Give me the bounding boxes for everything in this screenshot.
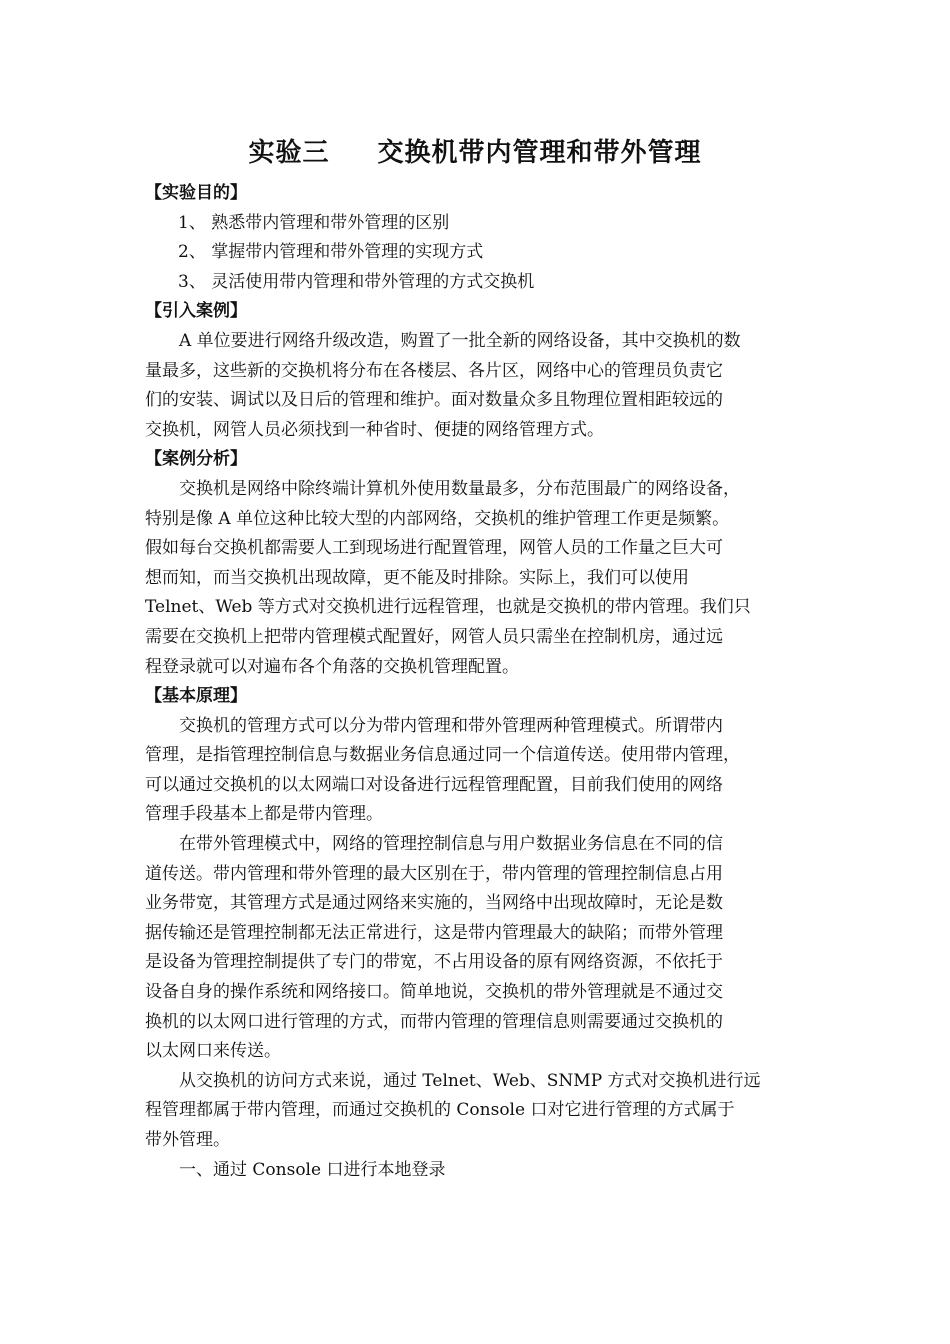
text-line: 从交换机的访问方式来说，通过 Telnet、Web、SNMP 方式对交换机进行远	[179, 1070, 761, 1091]
text-line: 特别是像 A 单位这种比较大型的内部网络，交换机的维护管理工作更是频繁。	[145, 508, 730, 529]
text-line: 在带外管理模式中，网络的管理控制信息与用户数据业务信息在不同的信	[179, 834, 723, 855]
text-line: 一、通过 Console 口进行本地登录	[179, 1159, 446, 1180]
analysis-paragraph	[145, 475, 813, 682]
text-line: Telnet、Web 等方式对交换机进行远程管理，也就是交换机的带内管理。我们只	[145, 597, 751, 618]
purpose-item: 1、 熟悉带内管理和带外管理的区别	[178, 212, 450, 233]
section-heading-principle: 【基本原理】	[145, 686, 247, 707]
text-line: 带外管理。	[145, 1130, 230, 1150]
title-part1: 实验三	[248, 138, 330, 168]
principle-paragraph-2	[145, 830, 813, 1067]
text-line: 假如每台交换机都需要人工到现场进行配置管理，网管人员的工作量之巨大可	[145, 538, 723, 559]
text-line: A 单位要进行网络升级改造，购置了一批全新的网络设备，其中交换机的数	[179, 330, 741, 351]
text-line: 据传输还是管理控制都无法正常进行，这是带内管理最大的缺陷；而带外管理	[145, 922, 723, 943]
text-line: 量最多，这些新的交换机将分布在各楼层、各片区，网络中心的管理员负责它	[145, 360, 723, 381]
text-line: 是设备为管理控制提供了专门的带宽，不占用设备的原有网络资源，不依托于	[145, 952, 723, 973]
text-line: 以太网口来传送。	[145, 1041, 281, 1062]
text-line: 换机的以太网口进行管理的方式，而带内管理的管理信息则需要通过交换机的	[145, 1011, 723, 1032]
section-heading-case: 【引入案例】	[145, 301, 247, 322]
purpose-item: 2、 掌握带内管理和带外管理的实现方式	[178, 242, 484, 263]
text-line: 设备自身的操作系统和网络接口。简单地说，交换机的带外管理就是不通过交	[145, 982, 723, 1003]
text-line: 管理，是指管理控制信息与数据业务信息通过同一个信道传送。使用带内管理，	[145, 745, 740, 766]
text-line: 程登录就可以对遍布各个角落的交换机管理配置。	[145, 656, 519, 677]
document-title	[0, 132, 950, 169]
text-line: 们的安装、调试以及日后的管理和维护。面对数量众多且物理位置相距较远的	[145, 390, 723, 411]
text-line: 道传送。带内管理和带外管理的最大区别在于，带内管理的管理控制信息占用	[145, 863, 723, 884]
text-line: 交换机是网络中除终端计算机外使用数量最多，分布范围最广的网络设备，	[179, 478, 740, 499]
text-line: 需要在交换机上把带内管理模式配置好，网管人员只需坐在控制机房，通过远	[145, 626, 723, 647]
text-line: 可以通过交换机的以太网端口对设备进行远程管理配置，目前我们使用的网络	[145, 774, 723, 795]
section-heading-purpose: 【实验目的】	[145, 183, 247, 203]
text-line: 程管理都属于带内管理，而通过交换机的 Console 口对它进行管理的方式属于	[145, 1100, 735, 1121]
document-body	[145, 179, 813, 1185]
text-line: 管理手段基本上都是带内管理。	[145, 804, 383, 825]
principle-paragraph-4	[145, 1156, 813, 1186]
principle-paragraph-1	[145, 712, 813, 830]
text-line: 想而知，而当交换机出现故障，更不能及时排除。实际上，我们可以使用	[145, 567, 689, 588]
principle-paragraph-3	[145, 1067, 813, 1156]
section-heading-analysis: 【案例分析】	[145, 449, 247, 470]
text-line: 业务带宽，其管理方式是通过网络来实施的，当网络中出现故障时，无论是数	[145, 893, 723, 914]
title-part2: 交换机带内管理和带外管理	[377, 138, 702, 168]
purpose-item: 3、 灵活使用带内管理和带外管理的方式交换机	[178, 271, 535, 292]
text-line: 交换机的管理方式可以分为带内管理和带外管理两种管理模式。所谓带内	[179, 715, 723, 736]
text-line: 交换机，网管人员必须找到一种省时、便捷的网络管理方式。	[145, 419, 604, 440]
case-paragraph	[145, 327, 813, 445]
